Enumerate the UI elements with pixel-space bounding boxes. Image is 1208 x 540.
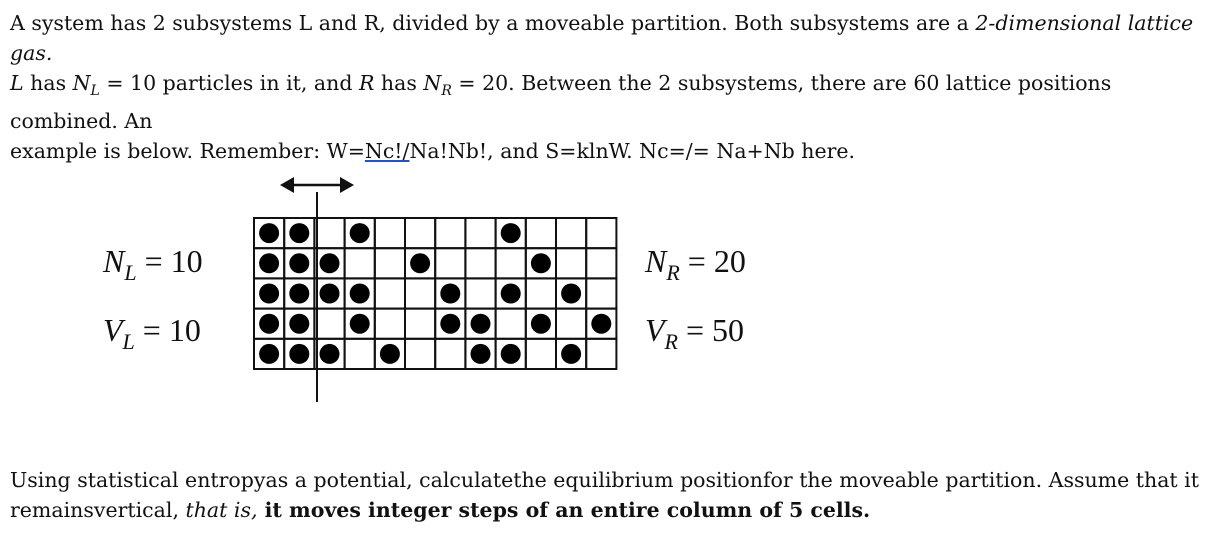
particle: [259, 344, 279, 364]
lattice-cell: [586, 248, 616, 278]
particle: [350, 223, 370, 243]
lattice-cell: [375, 218, 405, 248]
lattice-cell: [465, 218, 495, 248]
intro-NR-subscript: R: [441, 83, 452, 99]
particle: [289, 223, 309, 243]
particle: [259, 284, 279, 304]
particle: [259, 314, 279, 334]
label-NL: [103, 243, 203, 286]
label-NR-symbol: N: [645, 243, 667, 279]
intro-NR-symbol: N: [423, 71, 442, 95]
lattice-cell: [526, 278, 556, 308]
particle: [320, 344, 340, 364]
lattice-cell: [314, 309, 344, 339]
label-NL-symbol: N: [103, 243, 125, 279]
question-bold: it moves integer steps of an entire column of 5 cells.: [257, 498, 871, 522]
particle: [259, 253, 279, 273]
label-VL-symbol: V: [103, 312, 123, 348]
particle: [440, 284, 460, 304]
label-VL-value: = 10: [134, 312, 201, 348]
label-NR-value: = 20: [679, 243, 746, 279]
question-line-1: Using statistical entropyas a potential, calculatethe equilibrium positionfor the moveable partition. Assume that it: [10, 468, 1199, 492]
lattice-cell: [405, 309, 435, 339]
intro-text-1: A system has 2 subsystems L and R, divided by a moveable partition. Both subsystems are a: [10, 11, 976, 35]
lattice-cell: [435, 248, 465, 278]
question-line-2a: remainsvertical,: [10, 498, 186, 522]
label-NR: [645, 243, 746, 286]
label-VR: [645, 312, 744, 355]
label-VR-subscript: R: [664, 329, 678, 354]
lattice-cell: [465, 248, 495, 278]
particle: [289, 253, 309, 273]
question-italic: that is,: [185, 498, 258, 522]
lattice-cell: [465, 278, 495, 308]
particle: [531, 314, 551, 334]
lattice-cell: [345, 248, 375, 278]
lattice-cell: [405, 278, 435, 308]
lattice-cell: [526, 339, 556, 369]
label-NL-subscript: L: [124, 260, 137, 285]
particle: [501, 284, 521, 304]
lattice-cell: [345, 339, 375, 369]
particle: [410, 253, 430, 273]
label-NL-value: = 10: [136, 243, 203, 279]
label-VR-value: = 50: [678, 312, 745, 348]
lattice-cell: [435, 218, 465, 248]
formula-link[interactable]: Nc!/: [364, 139, 410, 163]
lattice-cell: [496, 248, 526, 278]
particle: [561, 284, 581, 304]
particle: [471, 314, 491, 334]
lattice-cell: [375, 278, 405, 308]
particle: [440, 314, 460, 334]
intro-text-3b: Na!Nb!, and S=klnW. Nc=/= Na+Nb here.: [409, 139, 856, 163]
question-text: [10, 465, 1200, 525]
lattice-cell: [405, 339, 435, 369]
particle: [591, 314, 611, 334]
lattice-cell: [586, 339, 616, 369]
label-VR-symbol: V: [645, 312, 665, 348]
particle: [471, 344, 491, 364]
lattice-cell: [375, 309, 405, 339]
particle: [289, 344, 309, 364]
intro-text-2a: has: [23, 71, 73, 95]
particle: [501, 223, 521, 243]
lattice-cell: [314, 218, 344, 248]
intro-R: R: [358, 71, 375, 95]
particle: [380, 344, 400, 364]
label-VL-subscript: L: [122, 329, 135, 354]
double-arrow-icon: [280, 177, 354, 193]
lattice-cell: [375, 248, 405, 278]
particle: [561, 344, 581, 364]
particle: [501, 344, 521, 364]
lattice-cell: [556, 218, 586, 248]
intro-NL-symbol: N: [72, 71, 91, 95]
intro-text-3a: example is below. Remember: W=: [10, 139, 365, 163]
intro-italic-lattice-gas: 2-dimensional lattice gas.: [10, 11, 1194, 65]
lattice-cell: [526, 218, 556, 248]
intro-text-2b: = 10 particles in it, and: [99, 71, 359, 95]
particle: [289, 284, 309, 304]
intro-L: L: [10, 71, 24, 95]
particle: [350, 314, 370, 334]
lattice-cell: [556, 309, 586, 339]
label-NR-subscript: R: [666, 260, 680, 285]
particle: [289, 314, 309, 334]
particle: [259, 223, 279, 243]
particle: [320, 253, 340, 273]
lattice-cell: [556, 248, 586, 278]
lattice-cell: [496, 309, 526, 339]
particle: [350, 284, 370, 304]
lattice-cell: [586, 278, 616, 308]
intro-text-2c: has: [374, 71, 424, 95]
lattice-cell: [435, 339, 465, 369]
particle: [531, 253, 551, 273]
intro-NL-subscript: L: [90, 83, 100, 99]
lattice-cell: [586, 218, 616, 248]
intro-text-2d: = 20. Between the 2 subsystems, there are 60 lattice positions combined. An: [10, 71, 1112, 133]
label-VL: [103, 312, 201, 355]
lattice-cell: [405, 218, 435, 248]
particle: [320, 284, 340, 304]
